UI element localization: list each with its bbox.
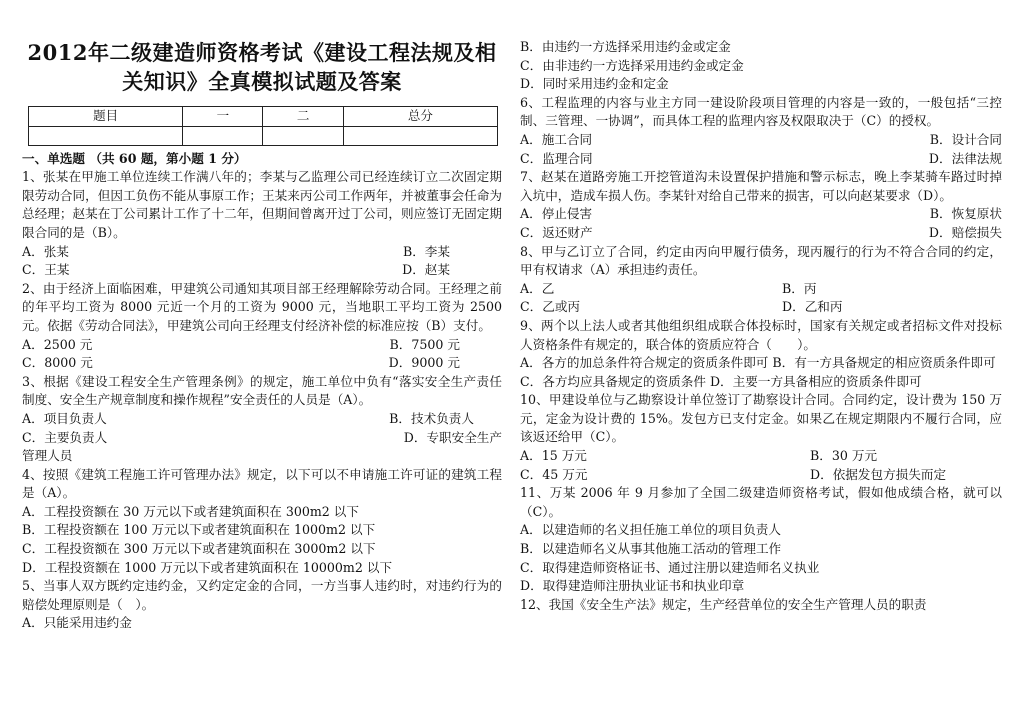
score-header-cell: 题目 [29,107,183,127]
score-value-row [29,126,498,145]
score-cell [263,126,343,145]
option-b: B．设计合同 [929,131,1002,147]
question-4: 4、按照《建筑工程施工许可管理办法》规定，以下可以不申请施工许可证的建筑工程是（A）。 [22,466,502,501]
question-2: 2、由于经济上面临困难，甲建筑公司通知其项目部王经理解除劳动合同。王经理之前的年平均工资为 8000 元近一个月的工资为 9000 元，当地职工平均工资为 2500 元。依据《劳动合同法》，甲建筑公司向王经理支付经济补偿的标准应按（B）支付。 [22,280,502,333]
option-a: A．以建造师的名义担任施工单位的项目负责人 [520,522,781,538]
option-d: D．取得建造师注册执业证书和执业印章 [520,578,745,594]
question-8-options [520,280,1002,299]
option-c: C．返还财产 [520,224,593,240]
score-cell [29,126,183,145]
question-8-options [520,298,1002,317]
option-a: A．停止侵害 [520,206,593,222]
question-1-options [22,261,502,280]
title-line-2: 关知识》全真模拟试题及答案 [122,69,402,94]
option-b: B．技术负责人 [389,410,474,426]
option-b: B．7500 元 [389,336,460,352]
score-header-cell: 总分 [343,107,497,127]
question-7-options [520,205,1002,224]
option-c: C．主要负责人 [22,429,108,445]
option-a: A．施工合同 [520,131,593,147]
option-c: C．取得建造师资格证书、通过注册以建造师名义执业 [520,559,820,575]
question-5: 5、当事人双方既约定违约金，又约定定金的合同，一方当事人违约时，对违约行为的赔偿处理原则是（ ）。 [22,578,502,612]
right-column [520,0,1002,614]
question-11: 11、万某 2006 年 9 月参加了全国二级建造师资格考试，假如他成绩合格，就可以（C）。 [520,485,1002,519]
option-a: A．15 万元 [520,448,587,464]
option-c: C．45 万元 [520,466,588,482]
option-c: C．监理合同 [520,150,593,166]
section-heading: 一、单选题 （共 60 题，第小题 1 分） [22,150,247,166]
question-10: 10、甲建设单位与乙勘察设计单位签订了勘察设计合同。合同约定，设计费为 150 万元，定金为设计费的 15%。发包方已支付定金。如果乙在规定期限内不履行合同，应该返还给甲（C）。 [520,392,1002,445]
question-7-options [520,224,1002,243]
option-c: C．工程投资额在 300 万元以下或者建筑面积在 3000m2 以下 [22,541,376,557]
question-1: 1、张某在甲施工单位连续工作满八年的；李某与乙监理公司已经连续订立二次固定期限劳动合同，但因工负伤不能从事原工作；王某来丙公司工作两年，并被董事会任命为总经理；赵某在丁公司累计工作了十二年，但期间曾离开过丁公司，则应签订无固定期限合同的是（B）。 [22,169,502,240]
question-6: 6、工程监理的内容与业主方同一建设阶段项目管理的内容是一致的，一般包括“三控制、三管理、一协调”，而具体工程的监理内容及权限取决于（C）的授权。 [520,94,1002,129]
score-cell [343,126,497,145]
option-d-continued: 管理人员 [22,448,73,464]
question-6-options [520,150,1002,169]
option-d: D．乙和丙 [782,299,843,315]
document-title [22,38,502,96]
option-d: D．依据发包方损失而定 [810,466,947,482]
option-b: B．丙 [782,280,817,296]
left-column [22,0,502,633]
option-b: B．由违约一方选择采用违约金或定金 [520,39,731,54]
question-3-options [22,429,502,448]
option-d: D．法律法规 [928,150,1002,166]
question-7: 7、赵某在道路旁施工开挖管道沟未设置保护措施和警示标志，晚上李某骑车路过时掉入坑中，造成车损人伤。李某针对给自己带来的损害，可以向赵某要求（D）。 [520,169,1002,203]
question-12: 12、我国《安全生产法》规定，生产经营单位的安全生产管理人员的职责 [520,596,927,612]
option-b: B．30 万元 [810,448,878,464]
question-3: 3、根据《建设工程安全生产管理条例》的规定，施工单位中负有“落实安全生产责任制度、安全生产规章制度和操作规程”安全责任的人员是（A）。 [22,373,502,408]
option-b: B．恢复原状 [929,206,1002,222]
option-a: A．2500 元 [22,336,93,352]
score-header-cell: 一 [183,107,263,127]
question-1-options [22,243,502,262]
option-a: A．工程投资额在 30 万元以下或者建筑面积在 300m2 以下 [22,503,359,519]
question-2-options [22,354,502,373]
option-c: C．乙或丙 [520,299,581,315]
option-b: B．李某 [402,243,450,259]
option-a: A．乙 [520,280,555,296]
question-10-options [520,466,1002,485]
question-8: 8、甲与乙订立了合同，约定由丙向甲履行债务，现丙履行的行为不符合合同的约定，甲有权请求（A）承担违约责任。 [520,243,1002,278]
question-9: 9、两个以上法人或者其他组织组成联合体投标时，国家有关规定或者招标文件对投标人资格条件有规定的，联合体的资质应符合（ ）。 [520,317,1002,352]
question-6-options [520,131,1002,150]
question-9-options-ab: A．各方的加总条件符合规定的资质条件即可 B．有一方具备规定的相应资质条件即可 [520,355,996,371]
score-cell [183,126,263,145]
option-c: C．王某 [22,262,70,278]
option-a: A．项目负责人 [22,410,107,426]
option-c: C．8000 元 [22,355,93,371]
score-header-row [29,107,498,127]
option-d: D．9000 元 [388,355,460,371]
option-d: D．赔偿损失 [928,224,1002,240]
option-d: D．专职安全生产 [403,429,502,445]
title-line-1: 2012年二级建造师资格考试《建设工程法规及相 [27,40,497,65]
option-d: D．工程投资额在 1000 万元以下或者建筑面积在 10000m2 以下 [22,559,393,575]
question-3-options [22,410,502,429]
option-a: A．张某 [22,243,69,259]
question-2-options [22,336,502,355]
option-b: B．以建造师名义从事其他施工活动的管理工作 [520,541,782,557]
option-b: B．工程投资额在 100 万元以下或者建筑面积在 1000m2 以下 [22,522,376,538]
option-a: A．只能采用违约金 [22,615,132,631]
option-c: C．由非违约一方选择采用违约金或定金 [520,57,744,73]
option-d: D．同时采用违约金和定金 [520,76,669,92]
option-d: D．赵某 [402,262,450,278]
question-9-options-cd: C．各方均应具备规定的资质条件 D．主要一方具备相应的资质条件即可 [520,373,922,389]
question-10-options [520,447,1002,466]
score-header-cell: 二 [263,107,343,127]
score-table [28,106,498,146]
